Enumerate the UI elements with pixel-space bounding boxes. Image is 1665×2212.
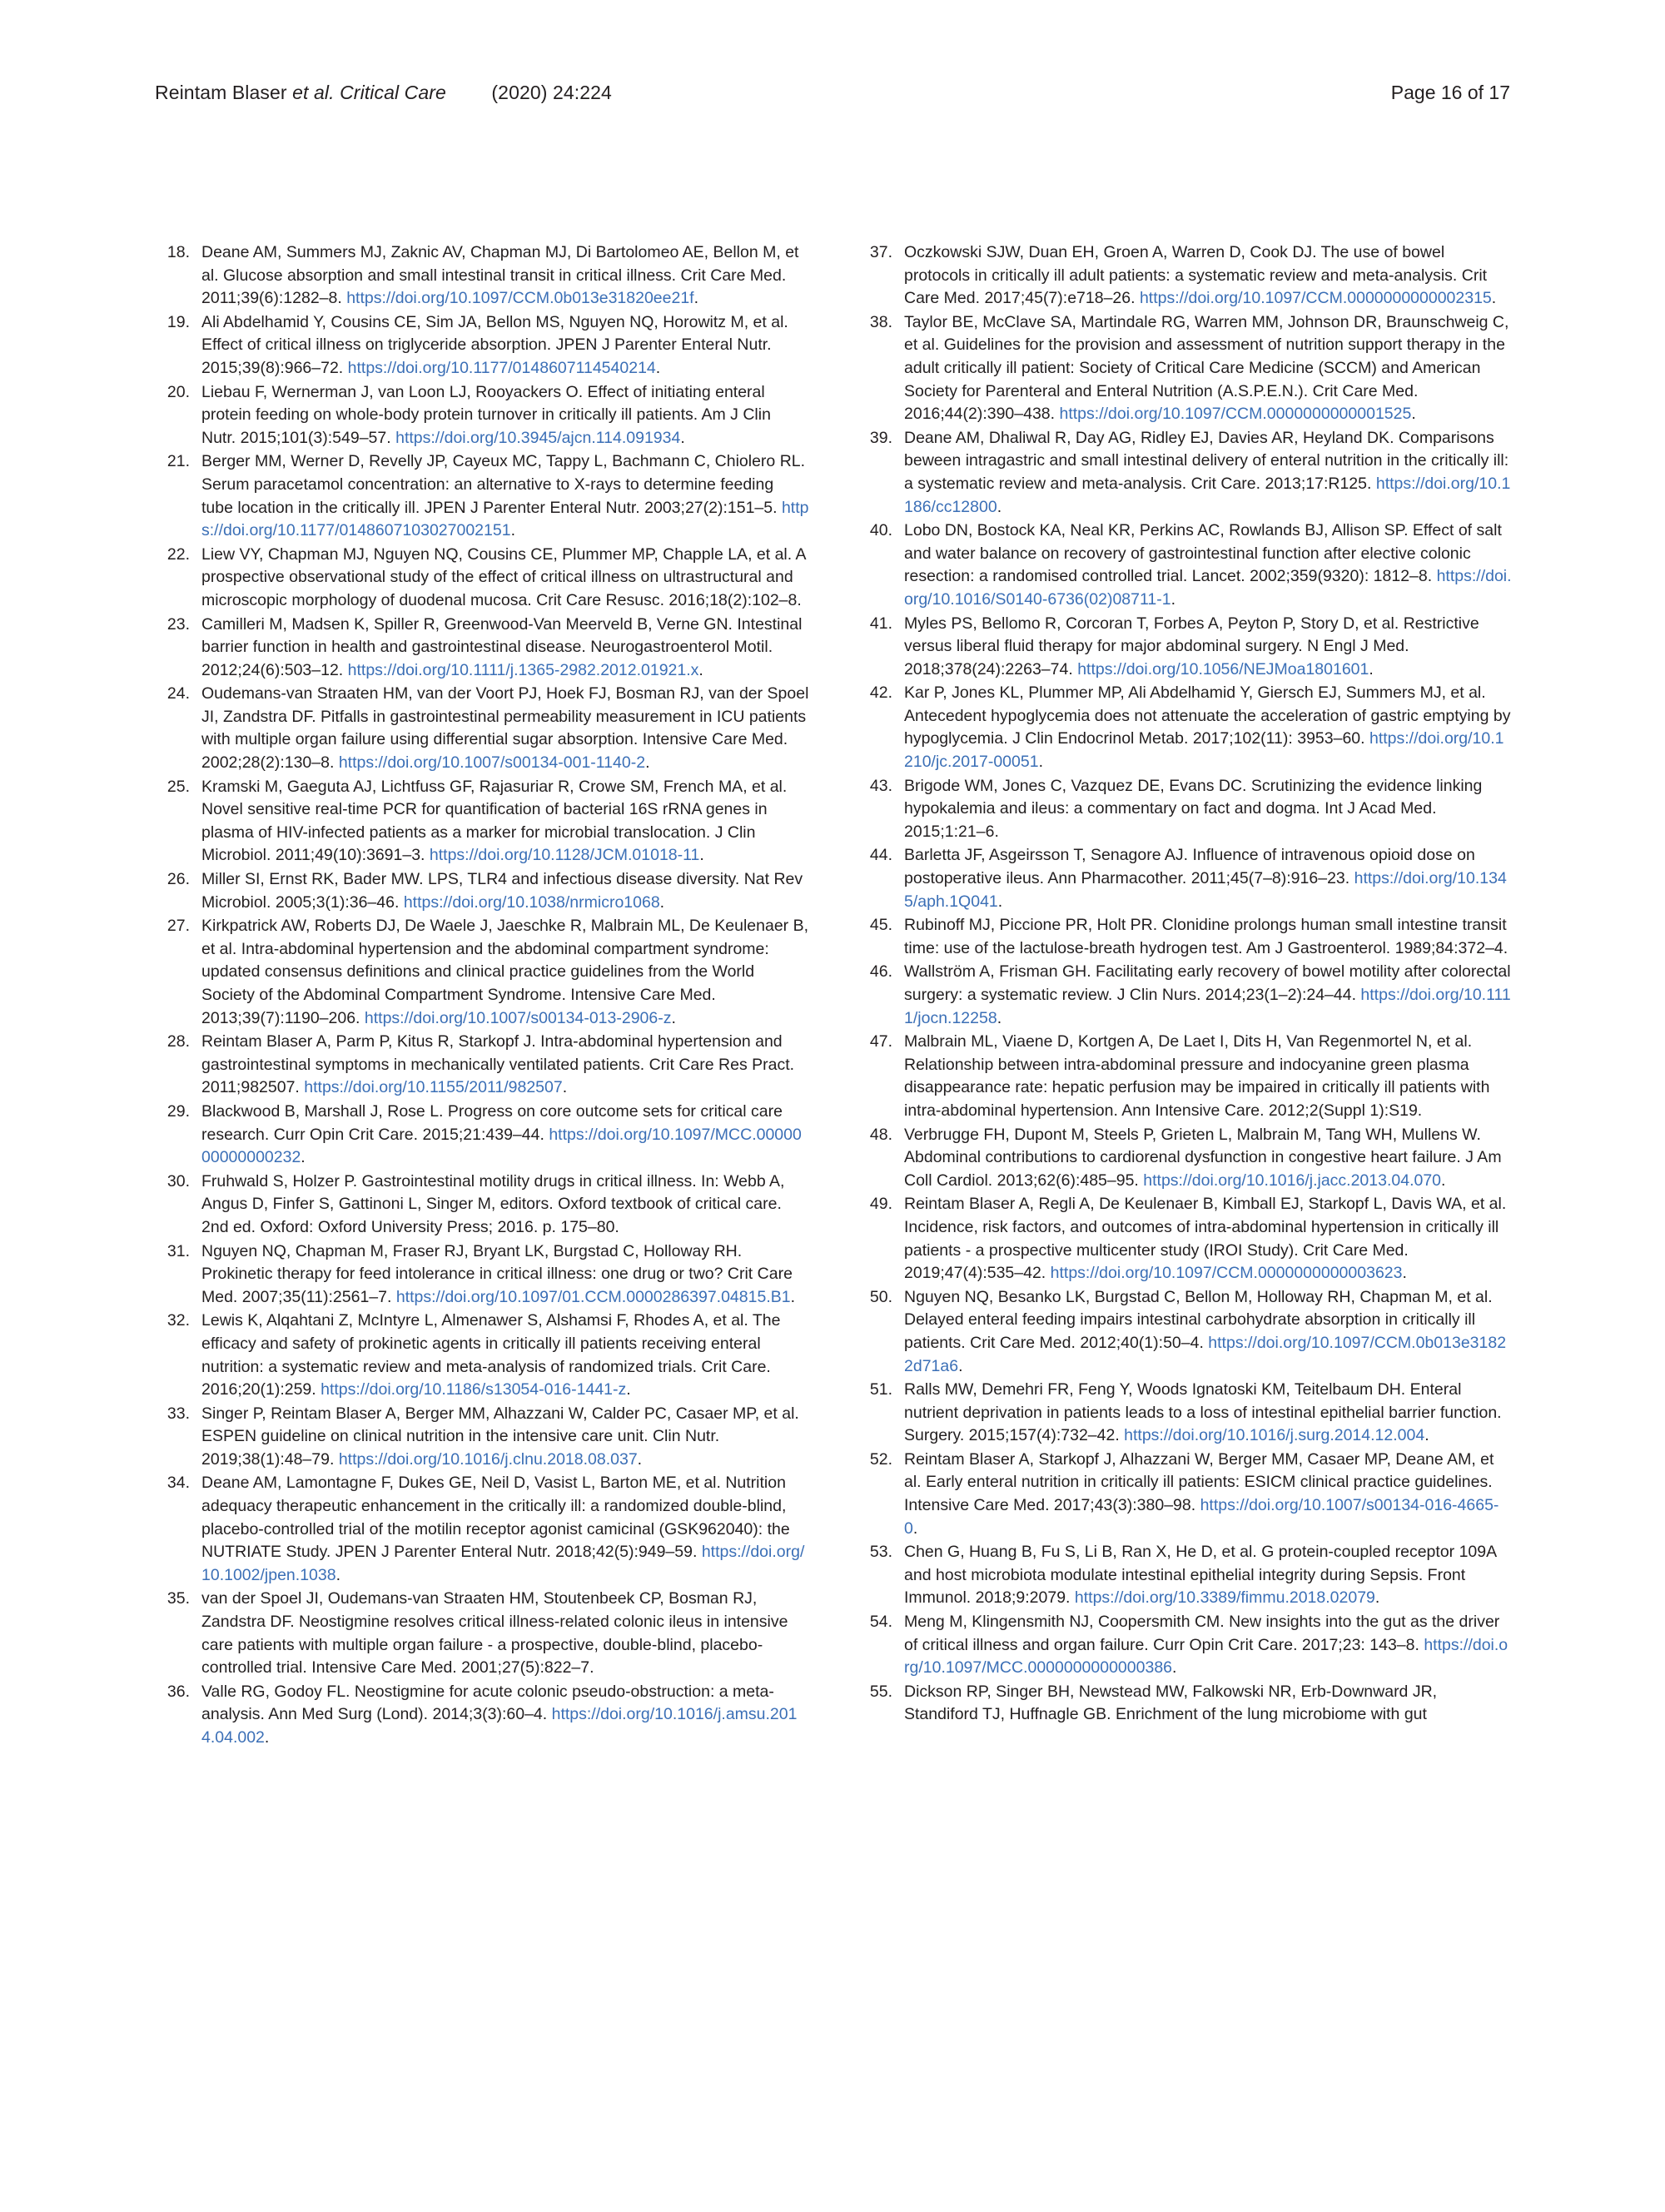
reference-number: 50. [869,1287,892,1306]
reference-text [201,243,798,307]
reference-text [904,429,1510,516]
reference-column-right [857,241,1512,1751]
reference-text [904,962,1511,1026]
reference-item [155,1310,809,1401]
reference-number: 27. [166,917,190,936]
reference-number: 38. [869,312,892,331]
reference-number: 49. [869,1195,892,1214]
reference-number: 22. [166,544,190,564]
reference-number: 41. [869,614,892,633]
reference-citation-text: . [680,428,685,447]
reference-citation-text: . [790,1287,796,1306]
reference-citation-text: . [1172,1658,1177,1678]
running-head-volume: (2020) 24:224 [491,82,612,103]
reference-citation-text: . [264,1728,270,1747]
reference-number: 47. [869,1032,892,1051]
doi-link[interactable]: https://doi.org/10.1186/cc12800 [904,474,1511,516]
reference-item [857,1611,1512,1680]
reference-number: 23. [166,614,190,634]
reference-number: 28. [166,1032,190,1051]
doi-link[interactable]: https://doi.org/10.1097/CCM.0000000000002315 [1139,289,1492,308]
reference-item [155,544,809,613]
reference-citation-text: . [699,846,704,865]
reference-citation-text: . [997,1008,1002,1027]
reference-citation-text: Ali Abdelhamid Y, Cousins CE, Sim JA, Bellon MS, Nguyen NQ, Horowitz M, et al. Effect of critical illness on triglyceride absorption. JPEN J Parenter Enteral Nutr. 2015;39(8):966–72. [201,312,788,377]
reference-text [201,1311,780,1399]
reference-item [857,775,1512,844]
reference-item [155,1681,809,1750]
reference-item [155,776,809,867]
reference-number: 30. [166,1171,190,1191]
reference-number: 20. [166,382,190,401]
reference-citation-text: Wallström A, Frisman GH. Facilitating early recovery of bowel motility after colorectal surgery: a systematic review. J Clin Nurs. 2014;23(1–2):24–44. [904,962,1511,1004]
reference-item [155,381,809,450]
running-head-journal: et al. Critical Care [292,82,446,103]
reference-text [201,1683,797,1747]
reference-number: 55. [869,1682,892,1701]
reference-number: 43. [869,776,892,795]
reference-citation-text: Nguyen NQ, Chapman M, Fraser RJ, Bryant LK, Burgstad C, Holloway RH. Prokinetic therapy for feed intolerance in critical illness: one drug or two? Crit Care Med. 2007;35(11):2561–7. [201,1241,793,1306]
reference-citation-text: Reintam Blaser A, Parm P, Kitus R, Starkopf J. Intra-abdominal hypertension and gastrointestinal symptoms in mechanically ventilated patients. Crit Care Res Pract. 2011;982507. [201,1032,795,1097]
reference-citation-text: Reintam Blaser A, Starkopf J, Alhazzani W, Berger MM, Casaer MP, Deane AM, et al. Early enteral nutrition in critically ill patients: ESICM clinical practice guidelines. Intensive Care Med. 2017;43(3):380–98. [904,1449,1494,1515]
reference-number: 39. [869,428,892,447]
doi-link[interactable]: https://doi.org/10.1097/CCM.0000000000001525 [1059,405,1412,424]
reference-citation-text: Berger MM, Werner D, Revelly JP, Cayeux MC, Tappy L, Bachmann C, Chiolero RL. Serum paracetamol concentration: an alternative to X-rays to determine feeding tube location in the critically ill. JPEN J Parenter Enteral Nutr. 2003;27(2):151–5. [201,452,806,517]
reference-item [155,1403,809,1472]
reference-citation-text: Chen G, Huang B, Fu S, Li B, Ran X, He D, et al. G protein-coupled receptor 109A and host microbiota modulate intestinal epithelial integrity during Sepsis. Front Immunol. 2018;9:2079. [904,1543,1497,1608]
reference-number: 21. [166,452,190,471]
reference-text [904,846,1507,910]
page-number: Page 16 of 17 [1390,82,1510,103]
reference-number: 19. [166,312,190,331]
reference-citation-text: Meng M, Klingensmith NJ, Coopersmith CM. New insights into the gut as the driver of critical illness and organ failure. Curr Opin Crit Care. 2017;23: 143–8. [904,1613,1500,1654]
reference-citation-text: Liebau F, Wernerman J, van Loon LJ, Rooyackers O. Effect of initiating enteral protein feeding on whole-body protein turnover in critically ill patients. Am J Clin Nutr. 2015;101(3):549–57. [201,382,771,447]
doi-link[interactable]: https://doi.org/10.3945/ajcn.114.091934 [395,428,681,447]
reference-citation-text: Deane AM, Dhaliwal R, Day AG, Ridley EJ, Davies AR, Heyland DK. Comparisons beween intragastric and small intestinal delivery of enteral nutrition in the critically ill: a systematic review and meta-analysis. Crit Care. 2013;17:R125. [904,428,1509,493]
reference-item [857,1449,1512,1540]
reference-number: 25. [166,777,190,796]
reference-citation-text: . [997,892,1003,911]
reference-citation-text: Ralls MW, Demehri FR, Feng Y, Woods Ignatoski KM, Teitelbaum DH. Enteral nutrient deprivation in patients leads to a loss of intestinal epithelial barrier function. Surgery. 2015;157(4):732–42. [904,1380,1502,1445]
reference-citation-text: . [626,1380,631,1399]
reference-citation-text: . [1441,1171,1446,1190]
reference-citation-text: van der Spoel JI, Oudemans-van Straaten HM, Stoutenbeek CP, Bosman RJ, Zandstra DF. Neostigmine resolves critical illness-related colonic ileus in intensive care patients with multiple organ failure - a prospective, double-blind, placebo-controlled trial. Intensive Care Med. 2001;27(5):822–7. [201,1589,788,1678]
reference-item [155,1171,809,1240]
reference-item [857,1379,1512,1448]
doi-link[interactable]: https://doi.org/10.1155/2011/982507 [304,1078,563,1097]
reference-number: 42. [869,683,892,703]
reference-citation-text: Blackwood B, Marshall J, Rose L. Progress on core outcome sets for critical care research. Curr Opin Crit Care. 2015;21:439–44. [201,1101,783,1144]
reference-text [201,684,808,772]
reference-text [904,313,1508,423]
reference-citation-text: . [693,289,699,308]
reference-citation-text: Taylor BE, McClave SA, Martindale RG, Warren MM, Johnson DR, Braunschweig C, et al. Guidelines for the provision and assessment of nutrition support therapy in the adult critically ill patient: Society of Critical Care Medicine (SCCM) and American Society for Parenteral and Enteral Nutrition (A.S.P.E.N.). Crit Care Med. 2016;44(2):390–438. [904,312,1509,424]
reference-item [857,1031,1512,1122]
reference-item [857,844,1512,913]
reference-item [857,1681,1512,1727]
doi-link[interactable]: https://doi.org/10.1097/MCC.0000000000000386 [904,1635,1508,1678]
reference-citation-text: . [1402,1264,1407,1283]
reference-text [201,1474,804,1583]
reference-text [201,615,802,679]
doi-link[interactable]: https://doi.org/10.1016/j.jacc.2013.04.070 [1143,1171,1442,1190]
reference-number: 51. [869,1380,892,1399]
reference-citation-text: Barletta JF, Asgeirsson T, Senagore AJ. Influence of intravenous opioid dose on postoperative ileus. Ann Pharmacother. 2011;45(7–8):916–23. [904,846,1475,888]
reference-text [904,1032,1489,1120]
reference-number: 18. [166,243,190,261]
reference-item [857,519,1512,611]
reference-citation-text: Dickson RP, Singer BH, Newstead MW, Falkowski NR, Erb-Downward JR, Standiford TJ, Huffnagle GB. Enrichment of the lung microbiome with gut [904,1682,1438,1724]
reference-citation-text: Liew VY, Chapman MJ, Nguyen NQ, Cousins CE, Plummer MP, Chapple LA, et al. A prospective observational study of the effect of critical illness on ultrastructural and microscopic morphology of duodenal mucosa. Crit Care Resusc. 2016;18(2):102–8. [201,544,806,609]
reference-citation-text: . [637,1449,643,1469]
reference-item [155,1031,809,1100]
doi-link[interactable]: https://doi.org/10.1016/S0140-6736(02)08711-1 [904,567,1512,609]
doi-link[interactable]: https://doi.org/10.1038/nrmicro1068 [403,892,660,912]
doi-link[interactable]: https://doi.org/10.1007/s00134-001-1140-2 [338,753,646,773]
reference-item [155,1588,809,1679]
doi-link[interactable]: https://doi.org/10.1007/s00134-013-2906-z [364,1008,672,1027]
reference-citation-text: Lewis K, Alqahtani Z, McIntyre L, Almenawer S, Alshamsi F, Rhodes A, et al. The efficacy and safety of prokinetic agents in critically ill patients receiving enteral nutrition: a systematic review and meta-analysis of randomized trials. Crit Care. 2016;20(1):259. [201,1311,781,1399]
reference-number: 48. [869,1125,892,1144]
reference-text [201,1589,788,1677]
reference-number: 40. [869,521,892,540]
reference-text [904,1288,1506,1375]
reference-text [201,1102,802,1166]
reference-item [857,1286,1512,1378]
reference-item [857,1541,1512,1610]
doi-link[interactable]: https://doi.org/10.1097/01.CCM.0000286397.04815.B1 [395,1287,791,1306]
doi-link[interactable]: https://doi.org/10.1016/j.surg.2014.12.004 [1124,1426,1425,1445]
reference-citation-text: Valle RG, Godoy FL. Neostigmine for acute colonic pseudo-obstruction: a meta-analysis. Ann Med Surg (Lond). 2014;3(3):60–4. [201,1682,774,1724]
reference-number: 34. [166,1474,190,1493]
reference-citation-text: . [698,660,703,679]
doi-link[interactable]: https://doi.org/10.1097/CCM.0000000000003623 [1050,1264,1403,1283]
reference-number: 37. [869,243,892,261]
reference-text [201,1172,784,1236]
reference-columns [155,241,1512,1751]
doi-link[interactable]: https://doi.org/10.1177/0148607114540214 [347,358,656,377]
reference-number: 52. [869,1449,892,1469]
reference-citation-text: Oudemans-van Straaten HM, van der Voort PJ, Hoek FJ, Bosman RJ, van der Spoel JI, Zandstra DF. Pitfalls in gastrointestinal permeability measurement in ICU patients with multiple organ failure using differential sugar absorption. Intensive Care Med. 2002;28(2):130–8. [201,684,809,773]
reference-text [904,1683,1437,1724]
reference-citation-text: . [997,497,1002,516]
reference-item [155,614,809,683]
reference-text [904,916,1508,957]
reference-item [857,914,1512,960]
doi-link[interactable]: https://doi.org/10.1177/0148607103027002151 [201,498,809,540]
reference-citation-text: Brigode WM, Jones C, Vazquez DE, Evans DC. Scrutinizing the evidence linking hypokalemia and ileus: a commentary on fact and dogma. Int J Acad Med. 2015;1:21–6. [904,776,1483,841]
reference-text [201,545,805,609]
reference-citation-text: . [1424,1426,1429,1445]
doi-link[interactable]: https://doi.org/10.1097/MCC.0000000000000232 [201,1125,802,1167]
reference-item [155,241,809,311]
doi-link[interactable]: https://doi.org/10.1056/NEJMoa1801601 [1077,659,1369,679]
reference-citation-text: Nguyen NQ, Besanko LK, Burgstad C, Bellon M, Holloway RH, Chapman M, et al. Delayed enteral feeding impairs intestinal carbohydrate absorption in critically ill patients. Crit Care Med. 2012;40(1):50–4. [904,1287,1493,1352]
reference-citation-text: . [1369,659,1374,679]
reference-item [155,450,809,542]
reference-number: 53. [869,1543,892,1562]
reference-item [857,311,1512,426]
reference-citation-text: Rubinoff MJ, Piccione PR, Holt PR. Clonidine prolongs human small intestine transit time: use of the lactulose-breath hydrogen test. Am J Gastroenterol. 1989;84:372–4. [904,916,1508,957]
reference-item [857,613,1512,682]
doi-link[interactable]: https://doi.org/10.1345/aph.1Q041 [904,869,1507,911]
doi-link[interactable]: https://doi.org/10.3389/fimmu.2018.02079 [1074,1588,1375,1608]
reference-citation-text: . [1411,405,1416,424]
reference-text [904,243,1496,307]
reference-text [201,870,803,912]
running-head-authors: Reintam Blaser [155,82,287,103]
reference-text [201,1032,794,1096]
reference-text [904,614,1479,679]
reference-text [904,1613,1508,1677]
doi-link[interactable]: https://doi.org/10.1016/j.amsu.2014.04.002 [201,1705,798,1747]
reference-citation-text: . [655,358,661,377]
reference-text [904,521,1512,609]
reference-citation-text: . [958,1356,963,1375]
reference-item [857,1193,1512,1285]
reference-number: 32. [166,1311,190,1330]
doi-link[interactable]: https://doi.org/10.1186/s13054-016-1441-z [321,1380,627,1399]
reference-item [857,1124,1512,1193]
doi-link[interactable]: https://doi.org/10.1111/j.1365-2982.2012.01921.x [347,660,699,679]
reference-item [857,241,1512,311]
reference-text [904,1543,1496,1607]
reference-citation-text: Oczkowski SJW, Duan EH, Groen A, Warren D, Cook DJ. The use of bowel protocols in critically ill adult patients: a systematic review and meta-analysis. Crit Care Med. 2017;45(7):e718–26. [904,243,1488,308]
reference-citation-text: Kramski M, Gaeguta AJ, Lichtfuss GF, Rajasuriar R, Crowe SM, French MA, et al. Novel sensitive real-time PCR for quantification of bacterial 16S rRNA genes in plasma of HIV-infected patients as a marker for microbial translocation. J Clin Microbiol. 2011;49(10):3691–3. [201,777,788,865]
doi-link[interactable]: https://doi.org/10.1128/JCM.01018-11 [429,846,700,865]
reference-item [155,868,809,914]
reference-citation-text: . [671,1008,676,1027]
doi-link[interactable]: https://doi.org/10.1016/j.clnu.2018.08.037 [338,1449,638,1469]
reference-text [904,1126,1502,1190]
reference-citation-text: Lobo DN, Bostock KA, Neal KR, Perkins AC, Rowlands BJ, Allison SP. Effect of salt and water balance on recovery of gastrointestinal function after elective colonic resection: a randomised controlled trial. Lancet. 2002;359(9320): 1812–8. [904,521,1502,586]
reference-citation-text: . [510,521,515,540]
doi-link[interactable]: https://doi.org/10.1002/jpen.1038 [201,1543,805,1584]
reference-number: 31. [166,1241,190,1260]
reference-citation-text: Singer P, Reintam Blaser A, Berger MM, Alhazzani W, Calder PC, Casaer MP, et al. ESPEN guideline on clinical nutrition in the intensive care unit. Clin Nutr. 2019;38(1):48–79. [201,1404,799,1469]
reference-text [201,778,787,865]
reference-citation-text: Kirkpatrick AW, Roberts DJ, De Waele J, Jaeschke R, Malbrain ML, De Keulenaer B, et al. Intra-abdominal hypertension and the abdominal compartment syndrome: updated consensus definitions and clinical practice guidelines from the World Society of the Abdominal Compartment Syndrome. Intensive Care Med. 2013;39(7):1190–206. [201,917,808,1027]
reference-text [201,1404,799,1469]
reference-citation-text: . [659,892,665,912]
reference-text [904,683,1510,771]
running-head-left [155,82,612,104]
reference-text [201,1242,795,1306]
reference-number: 36. [166,1682,190,1701]
reference-citation-text: . [1374,1588,1380,1608]
reference-citation-text: Fruhwald S, Holzer P. Gastrointestinal motility drugs in critical illness. In: Webb A, Angus D, Finfer S, Gattinoni L, Singer M, editors. Oxford textbook of critical care. 2nd ed. Oxford: Oxford University Press; 2016. p. 175–80. [201,1171,785,1236]
reference-citation-text: Deane AM, Lamontagne F, Dukes GE, Neil D, Vasist L, Barton ME, et al. Nutrition adequacy therapeutic enhancement in the critically ill: a randomized double-blind, placebo-controlled trial of the motilin receptor agonist camicinal (GSK962040): the NUTRIATE Study. JPEN J Parenter Enteral Nutr. 2018;42(5):949–59. [201,1474,790,1562]
reference-citation-text: . [1170,589,1175,609]
reference-citation-text: . [562,1078,568,1097]
reference-number: 29. [166,1101,190,1121]
reference-list-right [857,241,1512,1727]
reference-item [857,427,1512,519]
reference-citation-text: . [645,753,650,773]
reference-item [155,1472,809,1587]
reference-text [201,383,771,447]
reference-item [155,683,809,774]
reference-column-left [155,241,809,1751]
reference-citation-text: Myles PS, Bellomo R, Corcoran T, Forbes A, Peyton P, Story D, et al. Restrictive versus liberal fluid therapy for major abdominal surgery. N Engl J Med. 2018;378(24):2263–74. [904,614,1479,679]
reference-citation-text: Camilleri M, Madsen K, Spiller R, Greenwood-Van Meerveld B, Verne GN. Intestinal barrier function in health and gastrointestinal disease. Neurogastroenterol Motil. 2012;24(6):503–12. [201,614,803,679]
reference-text [904,777,1482,841]
reference-item [155,1240,809,1310]
doi-link[interactable]: https://doi.org/10.1097/CCM.0b013e31820ee21f [346,289,694,308]
doi-link[interactable]: https://doi.org/10.1111/jocn.12258 [904,986,1511,1027]
doi-link[interactable]: https://doi.org/10.1210/jc.2017-00051 [904,729,1504,772]
reference-number: 24. [166,684,190,703]
reference-item [857,961,1512,1030]
reference-number: 46. [869,962,892,982]
reference-citation-text: . [912,1519,918,1538]
reference-citation-text: . [1491,289,1497,308]
reference-item [857,682,1512,773]
reference-list-left [155,241,809,1750]
reference-citation-text: Miller SI, Ernst RK, Bader MW. LPS, TLR4 and infectious disease diversity. Nat Rev Microbiol. 2005;3(1):36–46. [201,870,803,912]
reference-item [155,1101,809,1170]
reference-item [155,915,809,1030]
reference-number: 33. [166,1404,190,1423]
doi-link[interactable]: https://doi.org/10.1097/CCM.0b013e31822d71a6 [904,1333,1507,1375]
reference-text [201,313,788,377]
reference-text [904,1380,1502,1444]
reference-text [904,1450,1498,1538]
reference-item [155,311,809,380]
page-header [155,82,1510,104]
reference-citation-text: Verbrugge FH, Dupont M, Steels P, Grieten L, Malbrain M, Tang WH, Mullens W. Abdominal contributions to cardiorenal dysfunction in congestive heart failure. J Am Coll Cardiol. 2013;62(6):485–95. [904,1125,1502,1190]
reference-number: 26. [166,870,190,889]
reference-number: 54. [869,1613,892,1632]
reference-citation-text: . [335,1565,340,1584]
reference-citation-text: Malbrain ML, Viaene D, Kortgen A, De Laet I, Dits H, Van Regenmortel N, et al. Relationship between intra-abdominal pressure and indocyanine green plasma disappearance rate: hepatic perfusion may be impaired in critically ill patients with intra-abdominal hypertension. Ann Intensive Care. 2012;2(Suppl 1):S19. [904,1032,1490,1120]
reference-citation-text: . [301,1148,306,1167]
reference-citation-text: Kar P, Jones KL, Plummer MP, Ali Abdelhamid Y, Giersch EJ, Summers MJ, et al. Antecedent hypoglycemia does not attenuate the acceleration of gastric emptying by hypoglycemia. J Clin Endocrinol Metab. 2017;102(11): 3953–60. [904,683,1511,748]
reference-citation-text: Deane AM, Summers MJ, Zaknic AV, Chapman MJ, Di Bartolomeo AE, Bellon M, et al. Glucose absorption and small intestinal transit in critical illness. Crit Care Med. 2011;39(6):1282–8. [201,243,799,308]
doi-link[interactable]: https://doi.org/10.1007/s00134-016-4665-0 [904,1496,1499,1538]
reference-text [904,1195,1506,1282]
reference-number: 35. [166,1589,190,1608]
reference-number: 44. [869,846,892,865]
reference-citation-text: Reintam Blaser A, Regli A, De Keulenaer B, Kimball EJ, Starkopf L, Davis WA, et al. Incidence, risk factors, and outcomes of intra-abdominal hypertension in critically ill patients - a prospective multicenter study (IROI Study). Crit Care Med. 2019;47(4):535–42. [904,1195,1507,1283]
reference-citation-text: . [1038,753,1043,772]
reference-text [201,452,808,539]
reference-text [201,917,808,1026]
reference-number: 45. [869,916,892,935]
